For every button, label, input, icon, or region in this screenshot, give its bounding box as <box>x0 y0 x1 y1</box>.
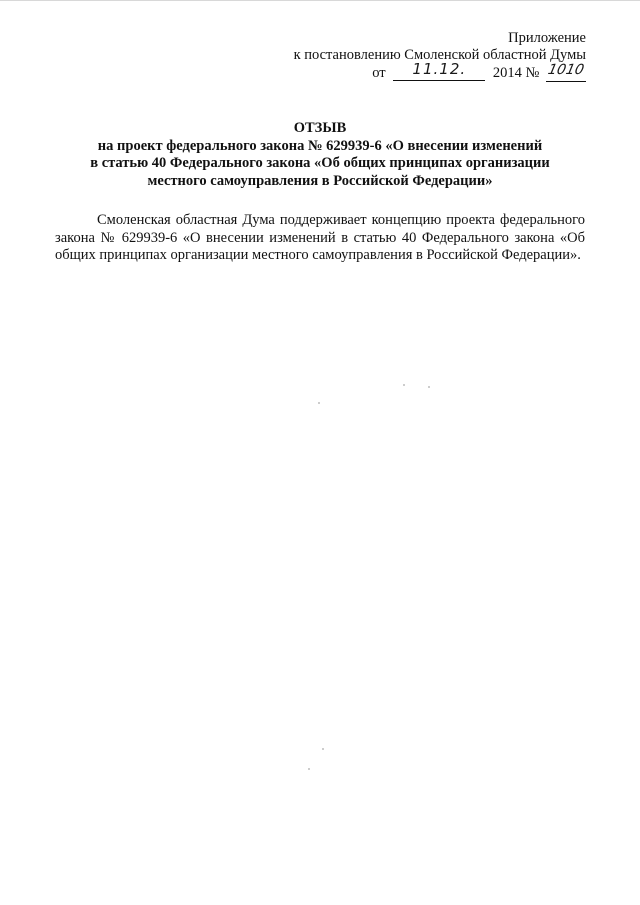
review-title <box>40 120 600 190</box>
scan-speck <box>322 748 324 750</box>
date-prefix: от <box>372 65 386 81</box>
appendix-label: Приложение <box>508 30 586 46</box>
appendix-resolution-ref: к постановлению Смоленской областной Думы <box>293 47 586 63</box>
scan-speck <box>428 386 430 388</box>
title-line-2: в статью 40 Федерального закона «Об общих принципах организации <box>90 155 550 171</box>
number-field <box>546 62 586 82</box>
title-line-1: на проект федерального закона № 629939-6 «О внесении изменений <box>97 137 543 154</box>
scan-speck <box>308 768 310 770</box>
appendix-header <box>246 30 586 82</box>
scan-edge-line <box>0 0 640 1</box>
year-number-prefix: 2014 № <box>492 65 540 81</box>
scan-speck <box>318 402 320 404</box>
appendix-date-line <box>246 60 586 82</box>
review-body-paragraph: Смоленская областная Дума поддерживает концепцию проекта федерального закона № 629939-6 «О внесении изменений в статью 40 Федерального закона «Об общих принципах организации местного самоуправления в Российской Федерации». <box>55 212 585 263</box>
scan-speck <box>403 384 405 386</box>
date-field <box>393 60 485 81</box>
handwritten-number: 1010 <box>546 62 586 78</box>
title-line-3: местного самоуправления в Российской Федерации» <box>147 172 493 189</box>
title-heading: ОТЗЫВ <box>293 120 347 136</box>
handwritten-date: 11.12. <box>412 60 467 78</box>
